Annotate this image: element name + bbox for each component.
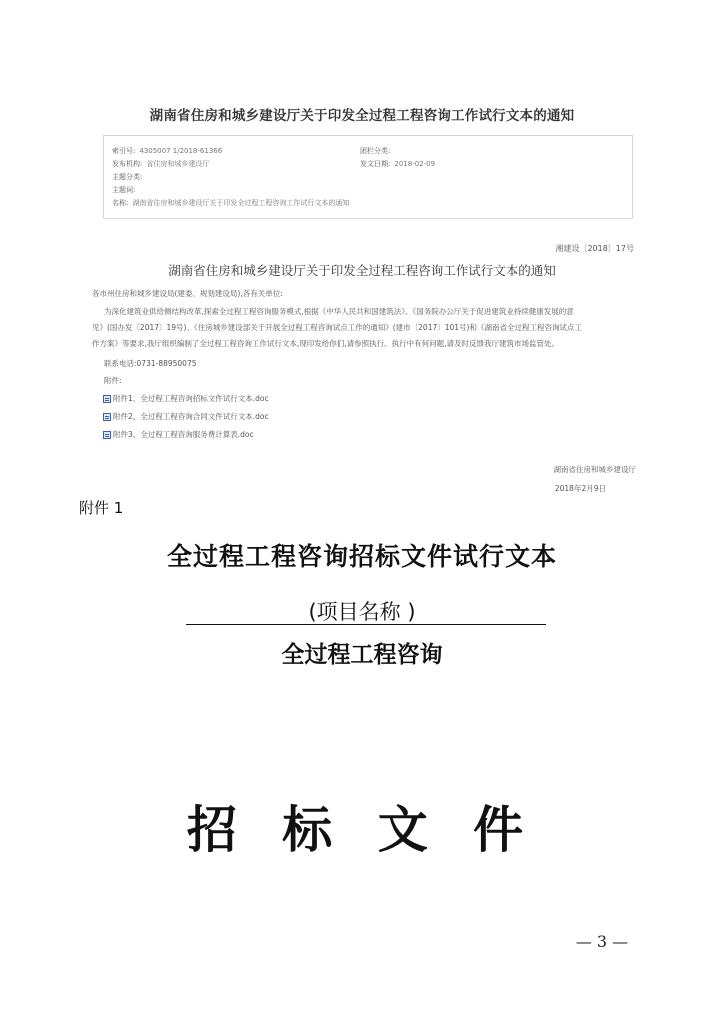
body-paragraph-3: 作方案》等要求,我厅组织编制了全过程工程咨询工作试行文本,现印发给你们,请参照执行。执行中有何问题,请及时反馈我厅建筑市场监管处。 <box>92 339 560 348</box>
meta-category-label: 团栏分类: <box>360 147 391 155</box>
meta-index <box>112 146 222 156</box>
attachment-link-3-label: 附件3、全过程工程咨询服务费计算表.doc <box>113 430 254 439</box>
meta-issuer-label: 发布机构: <box>112 160 143 168</box>
meta-name-label: 名称: <box>112 199 129 207</box>
meta-topic <box>112 172 146 182</box>
page-number: — 3 — <box>575 932 629 951</box>
meta-index-value: 4305007 1/2018-61366 <box>139 147 223 155</box>
metadata-panel <box>103 135 633 219</box>
meta-index-label: 索引号: <box>112 147 136 155</box>
meta-date-label: 发文日期: <box>360 160 391 168</box>
attachment-heading: 附件 1 <box>79 499 124 517</box>
attachments-label: 附件: <box>104 376 122 385</box>
word-document-icon <box>103 395 111 403</box>
attachment-link-3[interactable] <box>103 429 254 440</box>
meta-topic-label: 主题分类: <box>112 173 143 181</box>
meta-issuer <box>112 159 209 169</box>
project-name-underline <box>186 624 546 625</box>
notice-title: 湖南省住房和城乡建设厅关于印发全过程工程咨询工作试行文本的通知 <box>168 263 556 278</box>
signature-date: 2018年2月9日 <box>554 484 606 493</box>
addressee: 各市州住房和城乡建设局(建委、规划建设局),各有关单位: <box>92 289 283 298</box>
meta-date-value: 2018-02-09 <box>394 160 436 168</box>
document-number: 湘建设〔2018〕17号 <box>555 244 634 253</box>
meta-date <box>360 159 435 169</box>
attachment-link-2[interactable] <box>103 411 269 422</box>
meta-keywords <box>112 185 139 195</box>
meta-category <box>360 146 394 156</box>
project-name-placeholder: (项目名称 ) <box>308 600 416 624</box>
meta-name-value: 湖南省住房和城乡建设厅关于印发全过程工程咨询工作试行文本的通知 <box>132 199 350 207</box>
bid-document-title: 招 标 文 件 <box>186 800 538 859</box>
word-document-icon <box>103 431 111 439</box>
meta-name <box>112 198 349 208</box>
document-main-title: 全过程工程咨询招标文件试行文本 <box>166 542 557 571</box>
signature-org: 湖南省住房和城乡建设厅 <box>553 465 636 474</box>
document-subtitle: 全过程工程咨询 <box>281 642 443 668</box>
attachment-link-1[interactable] <box>103 393 269 404</box>
attachment-link-2-label: 附件2、全过程工程咨询合同文件试行文本.doc <box>113 412 269 421</box>
body-paragraph-2: 见》(国办发〔2017〕19号)、《住房城乡建设部关于开展全过程工程咨询试点工作的通知》(建市〔2017〕101号)和《湖南省全过程工程咨询试点工 <box>92 323 582 332</box>
meta-issuer-value: 省住房和城乡建设厅 <box>146 160 210 168</box>
contact-phone: 联系电话:0731-88950075 <box>104 359 197 368</box>
body-paragraph-1: 为深化建筑业供给侧结构改革,探索全过程工程咨询服务模式,根据《中华人民共和国建筑法》、《国务院办公厅关于促进建筑业持续健康发展的意 <box>104 307 574 316</box>
meta-keywords-label: 主题词: <box>112 186 136 194</box>
word-document-icon <box>103 413 111 421</box>
attachment-link-1-label: 附件1、全过程工程咨询招标文件试行文本.doc <box>113 394 269 403</box>
page-title: 湖南省住房和城乡建设厅关于印发全过程工程咨询工作试行文本的通知 <box>149 108 575 124</box>
